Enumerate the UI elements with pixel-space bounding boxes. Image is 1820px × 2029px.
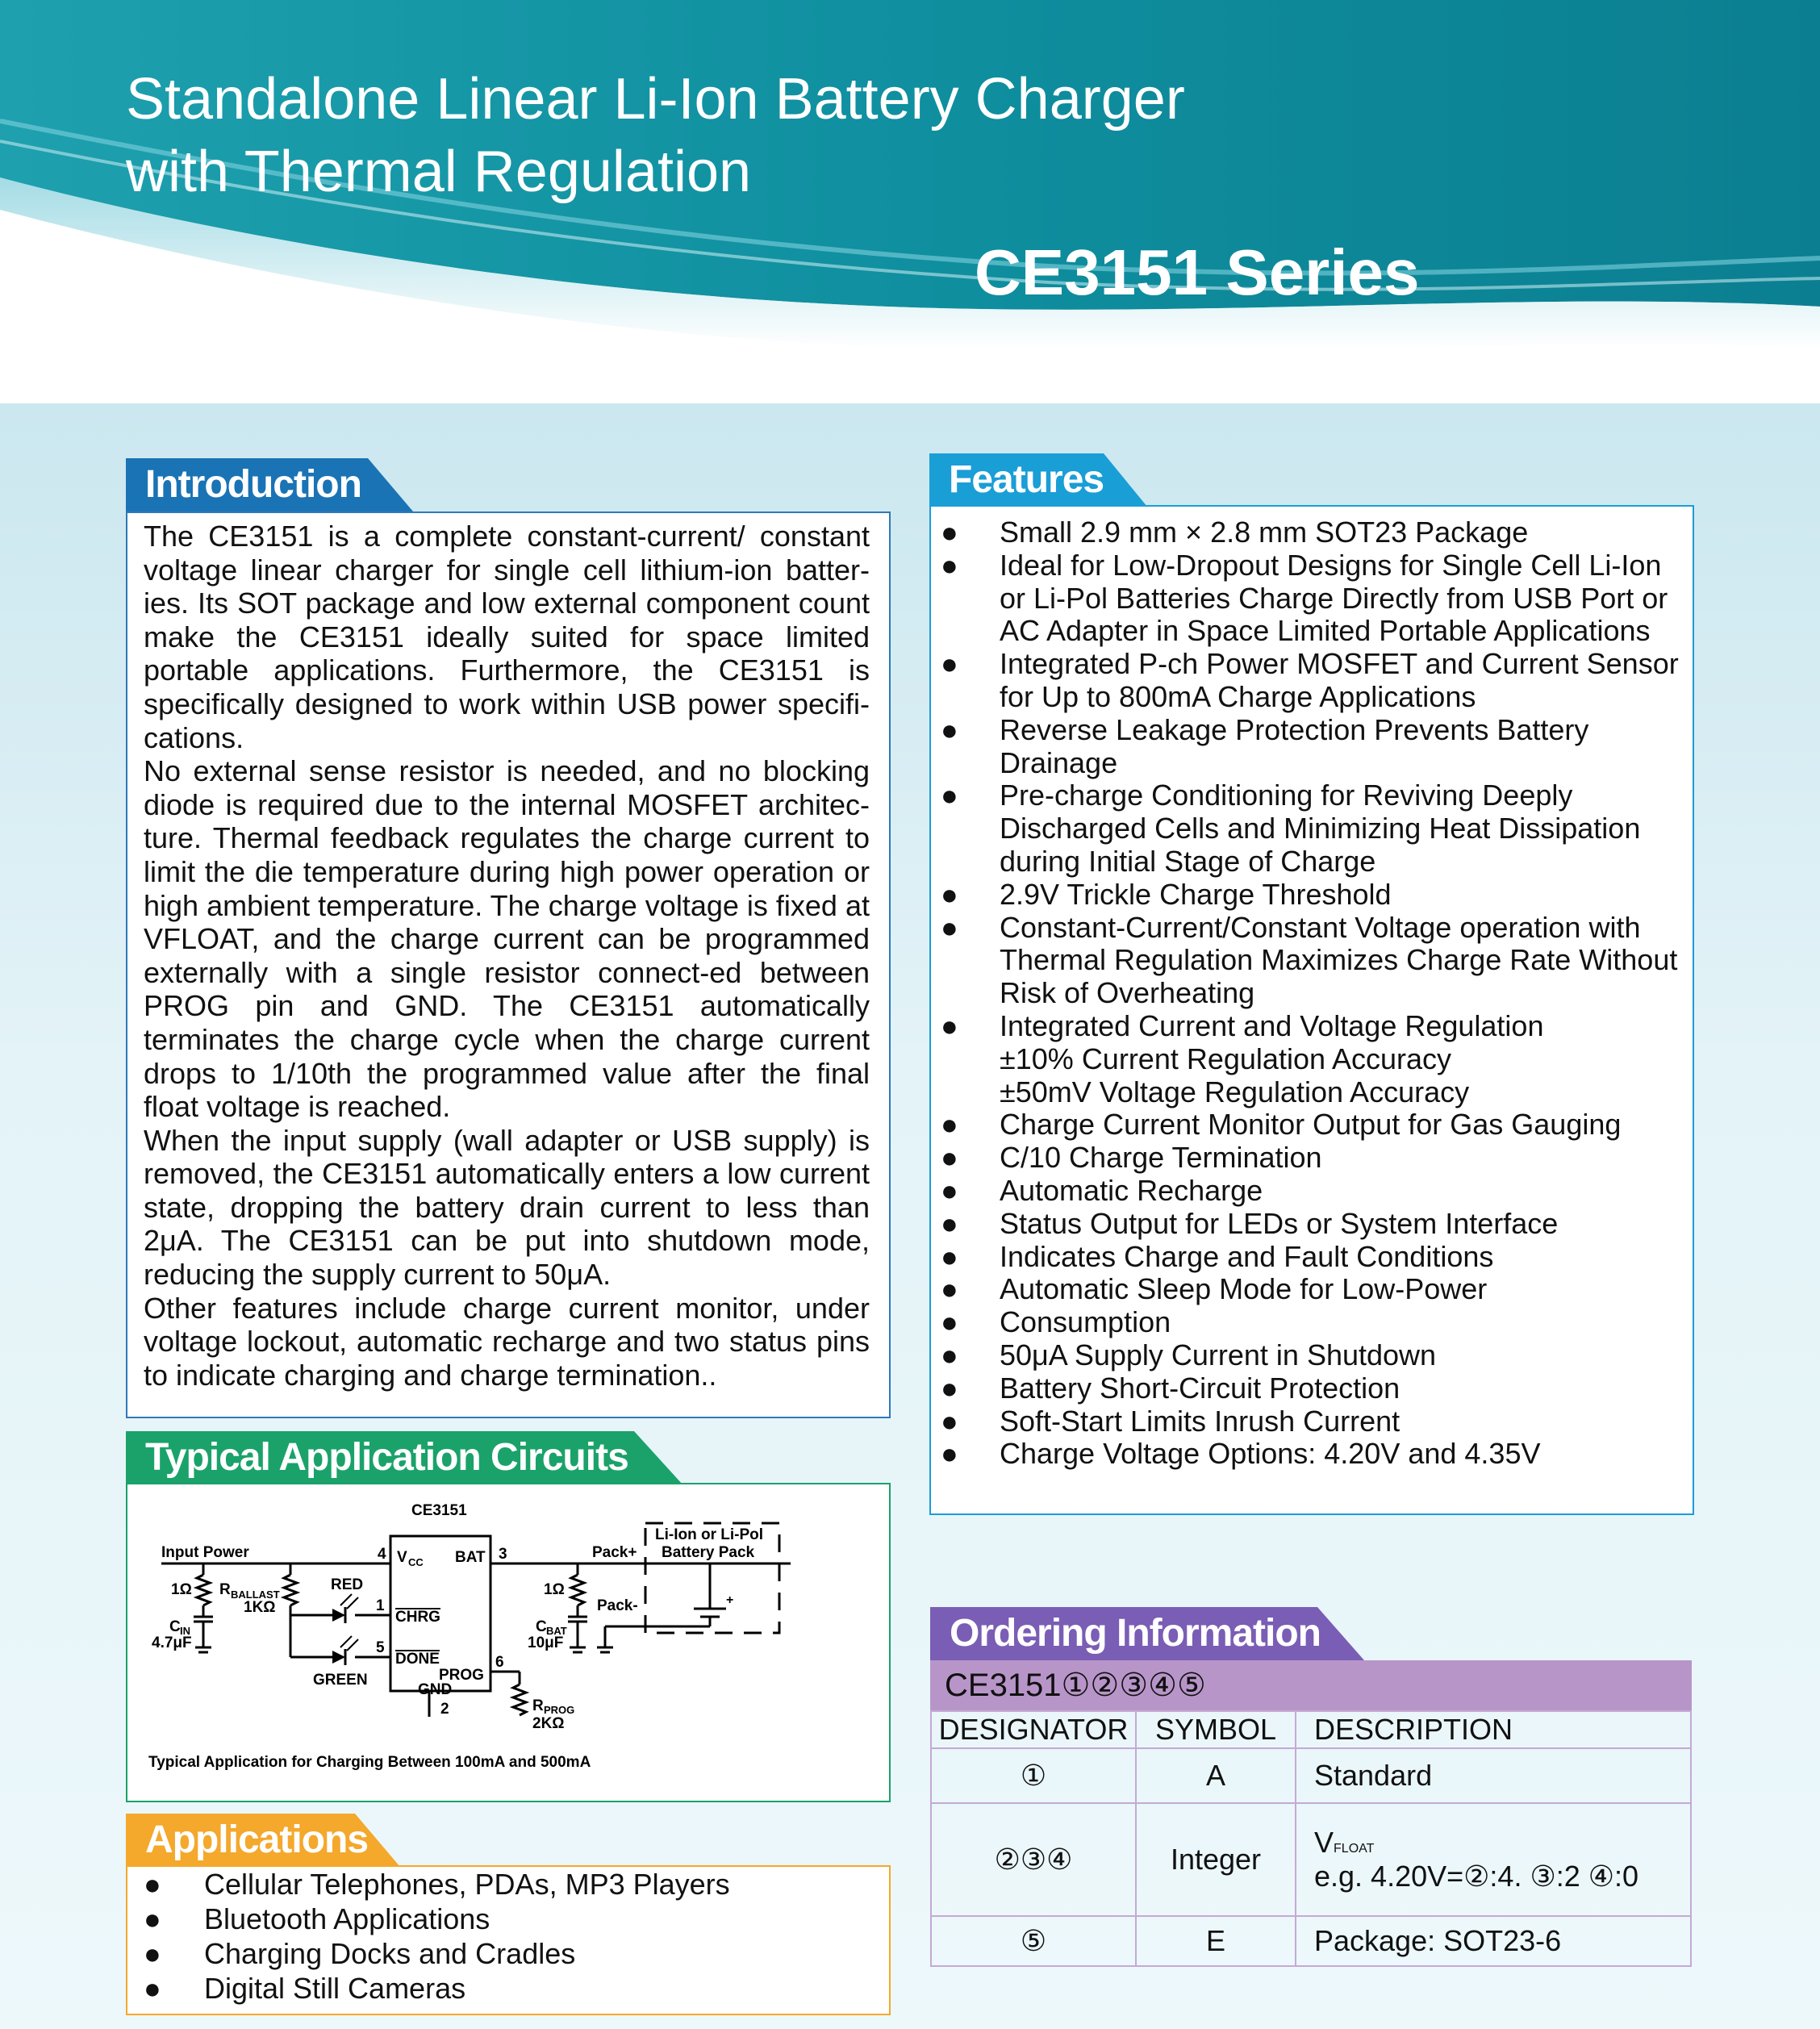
feature-text: Automatic Recharge <box>1000 1173 1263 1207</box>
list-item <box>941 549 1683 648</box>
column-header: DESIGNATOR <box>931 1711 1136 1748</box>
pin-number: 4 <box>378 1546 386 1563</box>
circuit-schematic <box>129 1488 855 1794</box>
feature-sub-text: ±50mV Voltage Regulation Accuracy <box>1000 1075 1470 1108</box>
vfloat-example: e.g. 4.20V=②:4. ③:2 ④:0 <box>1314 1860 1639 1893</box>
rprog-sub: PROG <box>544 1704 575 1716</box>
application-text: Charging Docks and Cradles <box>204 1937 576 1970</box>
introduction-text <box>144 520 870 1392</box>
description-cell: Package: SOT23-6 <box>1296 1916 1691 1966</box>
r2-label: 1Ω <box>544 1581 565 1598</box>
bullet-icon: ● <box>144 1868 161 1901</box>
list-item <box>941 1339 1683 1372</box>
feature-text: Battery Short-Circuit Protection <box>1000 1371 1400 1405</box>
done-pin-label: DONE <box>395 1651 440 1668</box>
designator-cell: ① <box>931 1748 1136 1803</box>
feature-text: 50μA Supply Current in Shutdown <box>1000 1338 1437 1371</box>
list-item <box>941 1142 1683 1175</box>
list-item <box>941 1175 1683 1208</box>
bullet-icon: ● <box>941 712 958 746</box>
list-item <box>941 1372 1683 1405</box>
list-item <box>941 1108 1683 1142</box>
list-item <box>941 1438 1683 1471</box>
features-heading: Features <box>949 458 1104 501</box>
bullet-icon: ● <box>941 1141 958 1175</box>
pin-number: 5 <box>376 1639 385 1656</box>
title-line-1: Standalone Linear Li-Ion Battery Charger <box>126 67 1185 132</box>
red-led-label: RED <box>331 1576 364 1593</box>
bullet-icon: ● <box>941 1404 958 1438</box>
column-header: DESCRIPTION <box>1296 1711 1691 1748</box>
bullet-icon: ● <box>941 1239 958 1273</box>
table-row <box>931 1916 1691 1966</box>
document-title <box>126 63 1185 208</box>
bullet-icon: ● <box>941 1371 958 1405</box>
feature-text: Pre-charge Conditioning for Reviving Deeply Discharged Cells and Minimizing Heat Dissipation during Initial Stage of Charge <box>1000 779 1641 878</box>
bullet-icon: ● <box>941 516 958 549</box>
bullet-icon: ● <box>941 1173 958 1207</box>
feature-text: Consumption <box>1000 1305 1171 1339</box>
rprog-value: 2KΩ <box>532 1715 565 1732</box>
column-header: SYMBOL <box>1136 1711 1296 1748</box>
intro-paragraph: No external sense resistor is needed, and no blocking diode is required due to the internal MOSFET architec-ture. Thermal feedback regulates the charge current to limit the die temperature during high power operation or high ambient temperature. The charge voltage is fixed at VFLOAT, and the charge current can be programmed externally with a single resistor connect-ed between PROG pin and GND. The CE3151 automatically terminates the charge cycle when the charge current drops to 1/10th the programmed value after the final float voltage is reached. <box>144 754 870 1124</box>
feature-text: Soft-Start Limits Inrush Current <box>1000 1404 1400 1438</box>
bullet-icon: ● <box>941 1008 958 1042</box>
feature-text: Indicates Charge and Fault Conditions <box>1000 1239 1494 1273</box>
bullet-icon: ● <box>941 877 958 911</box>
cbat-sub: BAT <box>546 1625 567 1637</box>
list-item <box>941 912 1683 1010</box>
feature-text: 2.9V Trickle Charge Threshold <box>1000 877 1392 911</box>
intro-paragraph: When the input supply (wall adapter or USB supply) is removed, the CE3151 automatically enters a low current state, dropping the battery drain current to less than 2μA. The CE3151 can be put into shutdown mode, reducing the supply current to 50μA. <box>144 1123 870 1292</box>
feature-text: Integrated P-ch Power MOSFET and Current Sensor for Up to 800mA Charge Applications <box>1000 647 1679 713</box>
application-text: Cellular Telephones, PDAs, MP3 Players <box>204 1868 730 1901</box>
list-item <box>941 779 1683 878</box>
introduction-heading: Introduction <box>145 463 361 506</box>
feature-text: Charge Current Monitor Output for Gas Gauging <box>1000 1108 1622 1142</box>
bullet-icon: ● <box>941 1338 958 1371</box>
description-cell <box>1296 1803 1691 1916</box>
feature-text: Reverse Leakage Protection Prevents Battery Drainage <box>1000 712 1589 779</box>
series-name: CE3151 Series <box>975 236 1420 308</box>
r-ballast-label: R <box>219 1581 231 1598</box>
bullet-icon: ● <box>941 548 958 582</box>
cin-value: 4.7μF <box>152 1634 192 1651</box>
pin-number: 2 <box>440 1701 449 1718</box>
symbol-cell: E <box>1136 1916 1296 1966</box>
features-list <box>941 516 1683 1471</box>
bullet-icon: ● <box>144 1972 161 2005</box>
prog-pin-label: PROG <box>439 1667 484 1684</box>
description-cell: Standard <box>1296 1748 1691 1803</box>
input-power-label: Input Power <box>161 1544 249 1561</box>
designator-cell: ⑤ <box>931 1916 1136 1966</box>
feature-text: Ideal for Low-Dropout Designs for Single Cell Li-Ion or Li-Pol Batteries Charge Directly from USB Port or AC Adapter in Space Limited Portable Applications <box>1000 548 1668 648</box>
table-row <box>931 1803 1691 1916</box>
list-item <box>941 1010 1683 1043</box>
vfloat-subscript: FLOAT <box>1334 1842 1375 1856</box>
symbol-cell: A <box>1136 1748 1296 1803</box>
list-item <box>144 1902 730 1936</box>
pin-number: 6 <box>495 1654 504 1671</box>
battery-label-line-2: Battery Pack <box>662 1544 755 1561</box>
cbat-value: 10μF <box>528 1634 564 1651</box>
r1-label: 1Ω <box>171 1581 192 1598</box>
list-item <box>144 1936 730 1971</box>
list-item <box>941 1241 1683 1274</box>
vcc-pin-label: V <box>397 1549 407 1566</box>
symbol-cell: Integer <box>1136 1803 1296 1916</box>
list-sub-item <box>941 1043 1683 1076</box>
list-item <box>941 879 1683 912</box>
list-item <box>144 1971 730 2006</box>
list-item <box>941 1405 1683 1438</box>
list-item <box>941 648 1683 714</box>
gnd-pin-label: GND <box>418 1681 453 1698</box>
application-text: Bluetooth Applications <box>204 1902 490 1935</box>
circuit-heading: Typical Application Circuits <box>145 1436 628 1479</box>
battery-label-line-1: Li-Ion or Li-Pol <box>655 1526 764 1543</box>
bullet-icon: ● <box>941 910 958 944</box>
bullet-icon: ● <box>941 779 958 812</box>
pin-number: 1 <box>376 1597 385 1614</box>
vcc-pin-sub: CC <box>408 1556 424 1568</box>
feature-text: Charge Voltage Options: 4.20V and 4.35V <box>1000 1437 1541 1471</box>
bullet-icon: ● <box>941 1437 958 1471</box>
pack-plus-label: Pack+ <box>592 1544 637 1561</box>
list-item <box>941 714 1683 780</box>
pack-minus-label: Pack- <box>597 1597 638 1614</box>
feature-sub-text: ±10% Current Regulation Accuracy <box>1000 1042 1452 1075</box>
list-item <box>144 1867 730 1902</box>
bullet-icon: ● <box>144 1902 161 1935</box>
intro-paragraph: Other features include charge current monitor, under voltage lockout, automatic recharge and two status pins to indicate charging and charge termination.. <box>144 1291 870 1392</box>
ordering-part-number: CE3151①②③④⑤ <box>930 1660 1692 1710</box>
application-text: Digital Still Cameras <box>204 1972 466 2005</box>
feature-text: Automatic Sleep Mode for Low-Power <box>1000 1272 1488 1306</box>
chip-label: CE3151 <box>411 1502 467 1519</box>
intro-paragraph: The CE3151 is a complete constant-current/ constant voltage linear charger for single cell lithium-ion batter-ies. Its SOT package and low external component count make the CE3151 ideally suited for space limited portable applications. Furthermore, the CE3151 is specifically designed to work within USB power specifi-cations. <box>144 520 870 754</box>
bullet-icon: ● <box>941 1305 958 1339</box>
bullet-icon: ● <box>941 1206 958 1240</box>
pin-number: 3 <box>499 1546 507 1563</box>
cin-label: C <box>169 1618 181 1635</box>
r-ballast-sub: BALLAST <box>231 1589 280 1601</box>
designator-cell: ②③④ <box>931 1803 1136 1916</box>
ordering-table <box>930 1710 1692 1967</box>
r-ballast-value: 1KΩ <box>244 1599 276 1616</box>
bullet-icon: ● <box>144 1937 161 1970</box>
cbat-label: C <box>536 1618 547 1635</box>
table-row <box>931 1748 1691 1803</box>
battery-plus-label: + <box>726 1593 734 1607</box>
feature-text: Constant-Current/Constant Voltage operation with Thermal Regulation Maximizes Charge Rate Without Risk of Overheating <box>1000 910 1678 1010</box>
list-item <box>941 516 1683 549</box>
vfloat-symbol: V <box>1314 1826 1334 1859</box>
applications-list <box>144 1867 730 2006</box>
bullet-icon: ● <box>941 1108 958 1142</box>
feature-text: C/10 Charge Termination <box>1000 1141 1322 1175</box>
table-header-row <box>931 1711 1691 1748</box>
list-sub-item <box>941 1076 1683 1109</box>
circuit-caption: Typical Application for Charging Between 100mA and 500mA <box>148 1754 591 1771</box>
chrg-pin-label: CHRG <box>395 1609 440 1626</box>
ordering-heading: Ordering Information <box>950 1612 1321 1655</box>
header-banner <box>0 0 1820 403</box>
feature-text: Integrated Current and Voltage Regulation <box>1000 1008 1544 1042</box>
list-item <box>941 1306 1683 1339</box>
title-line-2: with Thermal Regulation <box>126 140 752 204</box>
bullet-icon: ● <box>941 647 958 681</box>
feature-text: Small 2.9 mm × 2.8 mm SOT23 Package <box>1000 516 1529 549</box>
applications-heading: Applications <box>145 1818 369 1861</box>
bat-pin-label: BAT <box>455 1549 486 1566</box>
rprog-label: R <box>532 1697 544 1714</box>
bullet-icon: ● <box>941 1272 958 1306</box>
cin-sub: IN <box>180 1625 190 1637</box>
list-item <box>941 1208 1683 1241</box>
feature-text: Status Output for LEDs or System Interface <box>1000 1206 1559 1240</box>
list-item <box>941 1273 1683 1306</box>
green-led-label: GREEN <box>313 1672 368 1689</box>
